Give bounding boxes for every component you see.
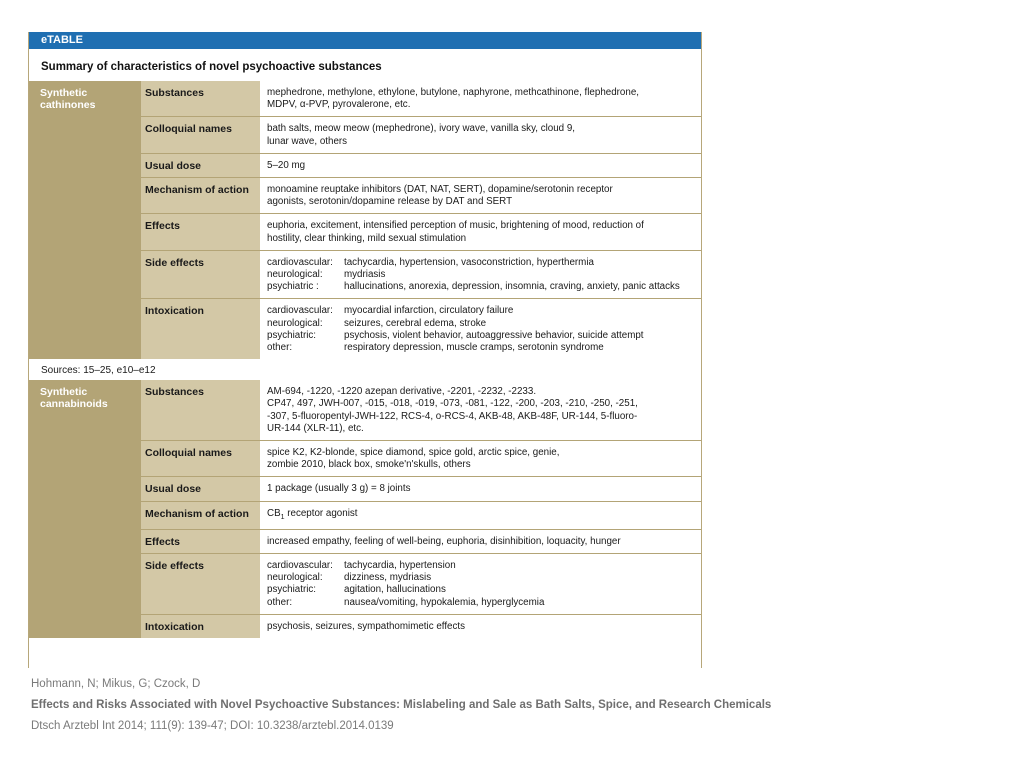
- row-label: Substances: [141, 380, 260, 440]
- effect-value: respiratory depression, muscle cramps, serotonin syndrome: [344, 342, 604, 354]
- value-line: bath salts, meow meow (mephedrone), ivory wave, vanilla sky, cloud 9,: [267, 123, 576, 135]
- effect-value: psychosis, violent behavior, autoaggressive behavior, suicide attempt: [344, 329, 644, 341]
- row-label: Usual dose: [141, 477, 260, 500]
- effect-item: [267, 572, 695, 584]
- value-line: hostility, clear thinking, mild sexual stimulation: [267, 232, 467, 244]
- row-value: [260, 154, 701, 177]
- table-row: [141, 554, 701, 615]
- table-row: [141, 530, 701, 554]
- row-label: Intoxication: [141, 615, 260, 638]
- row-value: [260, 117, 701, 152]
- effect-item: [267, 269, 695, 281]
- row-value: [260, 502, 701, 529]
- row-label: Mechanism of action: [141, 178, 260, 213]
- row-label: Side effects: [141, 554, 260, 614]
- mechanism-subscript: 1: [280, 513, 285, 521]
- row-value: [260, 251, 701, 299]
- value-line: spice K2, K2-blonde, spice diamond, spice gold, arctic spice, genie,: [267, 447, 560, 459]
- effect-key: neurological:: [267, 317, 323, 329]
- effect-item: [267, 305, 695, 317]
- mechanism-suffix: receptor agonist: [284, 507, 358, 519]
- value-line: MDPV, α-PVP, pyrovalerone, etc.: [267, 99, 411, 111]
- category-label: Synthetic cathinones: [29, 81, 141, 359]
- value-line: CP47, 497, JWH-007, -015, -018, -019, -073, -081, -122, -200, -203, -210, -250, -251,: [267, 398, 638, 410]
- effect-value: hallucinations, anorexia, depression, insomnia, craving, anxiety, panic attacks: [344, 281, 680, 293]
- value-line: [267, 508, 695, 524]
- effect-value: seizures, cerebral edema, stroke: [344, 317, 487, 329]
- effect-item: [267, 257, 695, 269]
- row-value: [260, 615, 701, 638]
- effect-item: [267, 560, 695, 572]
- etable-figure: [28, 32, 702, 668]
- table-row: [141, 154, 701, 178]
- row-value: [260, 81, 701, 116]
- effect-key: neurological:: [267, 269, 323, 281]
- effect-value: agitation, hallucinations: [344, 584, 446, 596]
- value-line: agonists, serotonin/dopamine release by DAT and SERT: [267, 196, 513, 208]
- effect-value: nausea/vomiting, hypokalemia, hyperglycemia: [344, 596, 545, 608]
- effect-key: psychiatric:: [267, 584, 316, 596]
- effect-item: [267, 330, 695, 342]
- value-line: psychosis, seizures, sympathomimetic effects: [267, 620, 466, 632]
- row-label: Colloquial names: [141, 441, 260, 476]
- effect-key: other:: [267, 596, 293, 608]
- effect-key: cardiovascular:: [267, 305, 333, 317]
- effect-item: [267, 342, 695, 354]
- value-line: zombie 2010, black box, smoke'n'skulls, others: [267, 459, 471, 471]
- row-value: [260, 299, 701, 359]
- value-line: -307, 5-fluoropentyl-JWH-122, RCS-4, o-RCS-4, AKB-48, AKB-48F, UR-144, 5-fluoro-: [267, 410, 638, 422]
- row-label: Usual dose: [141, 154, 260, 177]
- effect-key: cardiovascular:: [267, 560, 333, 572]
- row-value: [260, 554, 701, 614]
- table-row: [141, 615, 701, 638]
- effect-value: tachycardia, hypertension: [344, 560, 456, 572]
- table-row: [141, 380, 701, 441]
- etable-header: eTABLE: [29, 32, 701, 49]
- value-line: 1 package (usually 3 g) = 8 joints: [267, 483, 411, 495]
- effect-key: other:: [267, 342, 293, 354]
- row-label: Side effects: [141, 251, 260, 299]
- row-value: [260, 380, 701, 440]
- caption-title: Effects and Risks Associated with Novel Psychoactive Substances: Mislabeling and Sale as Bath Salts, Spice, and Research Chemicals: [31, 699, 772, 711]
- effect-key: psychiatric :: [267, 281, 319, 293]
- group-synthetic-cannabinoids: [29, 380, 701, 638]
- sources-note: Sources: 15–25, e10–e12: [29, 359, 701, 380]
- table-row: [141, 81, 701, 117]
- row-value: [260, 441, 701, 476]
- table-row: [141, 251, 701, 300]
- group-synthetic-cathinones: [29, 81, 701, 359]
- effect-key: neurological:: [267, 572, 323, 584]
- effect-value: myocardial infarction, circulatory failure: [344, 305, 514, 317]
- table-row: [141, 441, 701, 477]
- value-line: increased empathy, feeling of well-being, euphoria, disinhibition, loquacity, hunger: [267, 535, 621, 547]
- row-label: Colloquial names: [141, 117, 260, 152]
- value-line: 5–20 mg: [267, 159, 306, 171]
- effect-key: psychiatric:: [267, 329, 316, 341]
- row-value: [260, 477, 701, 500]
- effect-value: tachycardia, hypertension, vasoconstriction, hyperthermia: [344, 256, 594, 268]
- row-label: Mechanism of action: [141, 502, 260, 529]
- table-title: Summary of characteristics of novel psychoactive substances: [41, 61, 382, 73]
- row-label: Effects: [141, 530, 260, 553]
- table-row: [141, 299, 701, 359]
- table-row: [141, 214, 701, 250]
- effect-item: [267, 318, 695, 330]
- value-line: AM-694, -1220, -1220 azepan derivative, -2201, -2232, -2233.: [267, 386, 537, 398]
- row-label: Intoxication: [141, 299, 260, 359]
- row-value: [260, 214, 701, 249]
- row-label: Substances: [141, 81, 260, 116]
- effect-value: dizziness, mydriasis: [344, 572, 432, 584]
- caption-citation: Dtsch Arztebl Int 2014; 111(9): 139-47; DOI: 10.3238/arztebl.2014.0139: [31, 720, 394, 732]
- row-value: [260, 530, 701, 553]
- mechanism-prefix: CB: [267, 507, 281, 519]
- table-row: [141, 178, 701, 214]
- effect-item: [267, 281, 695, 293]
- effect-key: cardiovascular:: [267, 256, 333, 268]
- table-row: [141, 477, 701, 501]
- effect-value: mydriasis: [344, 269, 386, 281]
- value-line: mephedrone, methylone, ethylone, butylone, naphyrone, methcathinone, flephedrone,: [267, 87, 639, 98]
- group-rows: [141, 81, 701, 359]
- effect-item: [267, 584, 695, 596]
- table-row: [141, 502, 701, 530]
- caption-authors: Hohmann, N; Mikus, G; Czock, D: [31, 678, 201, 690]
- value-line: UR-144 (XLR-11), etc.: [267, 422, 364, 434]
- category-label: Synthetic cannabinoids: [29, 380, 141, 638]
- value-line: lunar wave, others: [267, 135, 348, 147]
- effect-item: [267, 597, 695, 609]
- value-line: monoamine reuptake inhibitors (DAT, NAT, SERT), dopamine/serotonin receptor: [267, 184, 613, 196]
- value-line: euphoria, excitement, intensified perception of music, brightening of mood, reduction of: [267, 220, 644, 232]
- row-value: [260, 178, 701, 213]
- table-row: [141, 117, 701, 153]
- group-rows: [141, 380, 701, 638]
- row-label: Effects: [141, 214, 260, 249]
